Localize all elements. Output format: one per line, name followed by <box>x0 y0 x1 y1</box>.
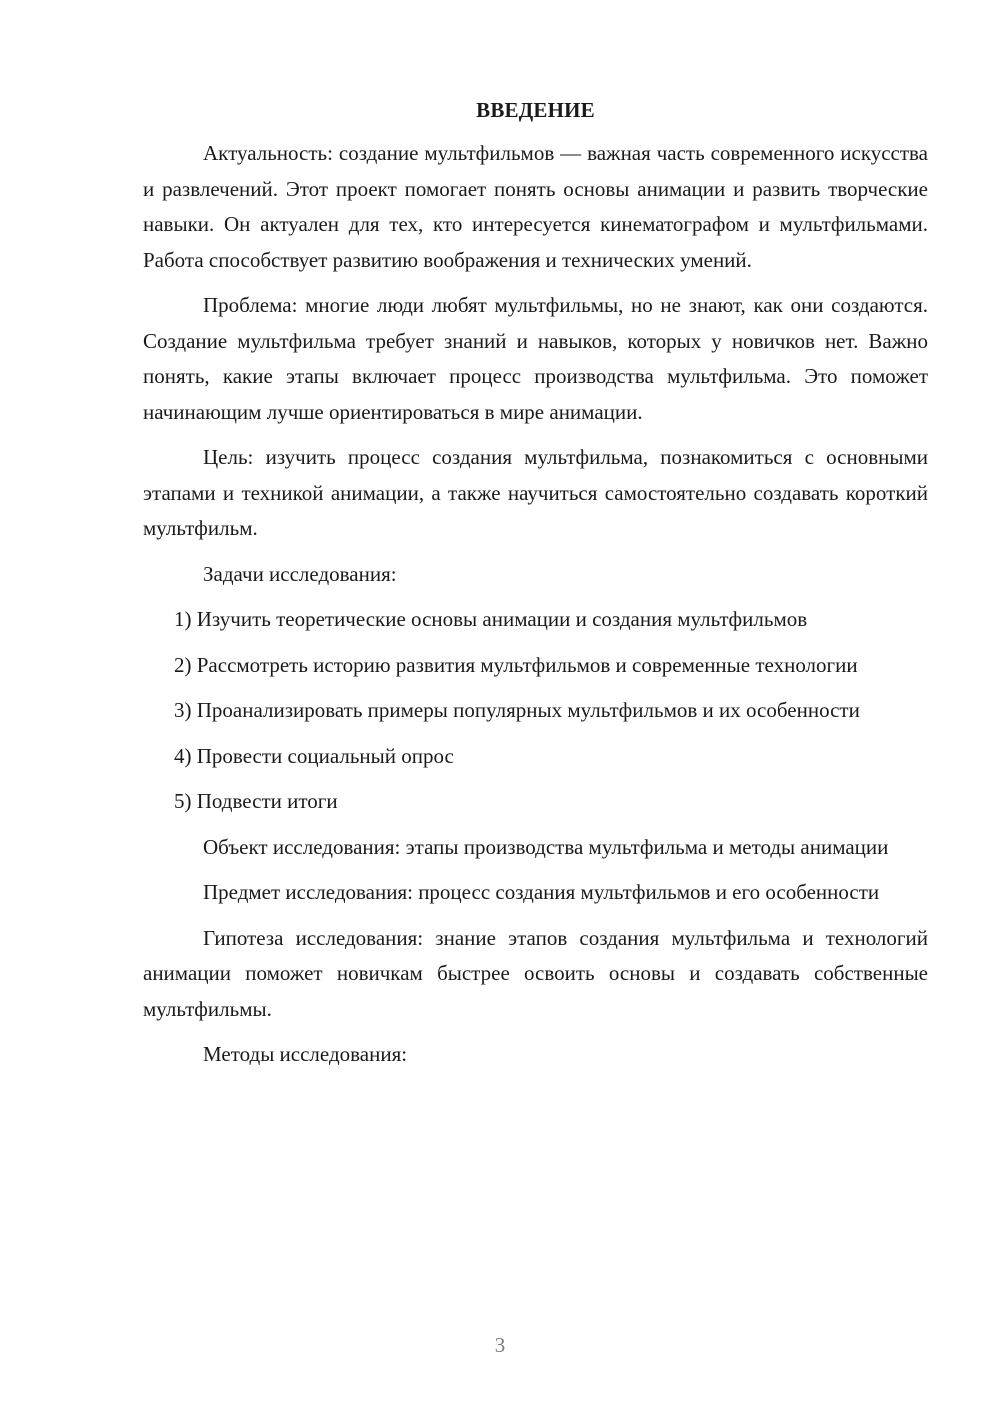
subject-paragraph: Предмет исследования: процесс создания мультфильмов и его особенности <box>203 880 880 904</box>
hypothesis-paragraph: Гипотеза исследования: знание этапов создания мультфильма и технологий анимации поможет новичкам быстрее освоить основы и создавать собственные мультфильмы. <box>143 925 928 1021</box>
methods-heading: Методы исследования: <box>203 1042 408 1066</box>
object-paragraph: Объект исследования: этапы производства мультфильма и методы анимации <box>203 834 889 859</box>
page-content <box>143 96 928 1083</box>
task-item-4: 4) Провести социальный опрос <box>174 743 454 768</box>
section-title: ВВЕДЕНИЕ <box>476 98 595 122</box>
tasks-heading: Задачи исследования: <box>203 561 397 586</box>
problem-paragraph: Проблема: многие люди любят мультфильмы, но не знают, как они создаются. Создание мультфильма требует знаний и навыков, которых у новичков нет. Важно понять, какие этапы включает процесс производства мультфильма. Это поможет начинающим лучше ориентироваться в мире анимации. <box>143 293 928 424</box>
task-item-2: 2) Рассмотреть историю развития мультфильмов и современные технологии <box>174 652 858 677</box>
relevance-paragraph: Актуальность: создание мультфильмов — важная часть современного искусства и развлечений. Этот проект помогает понять основы анимации и развить творческие навыки. Он актуален для тех, кто интересуется кинематографом и мультфильмами. Работа способствует развитию воображения и технических умений. <box>143 141 928 272</box>
task-item-5: 5) Подвести итоги <box>174 789 338 813</box>
goal-paragraph: Цель: изучить процесс создания мультфильма, познакомиться с основными этапами и техникой анимации, а также научиться самостоятельно создавать короткий мультфильм. <box>143 445 928 540</box>
task-item-1: 1) Изучить теоретические основы анимации и создания мультфильмов <box>174 607 808 631</box>
task-item-3: 3) Проанализировать примеры популярных мультфильмов и их особенности <box>174 698 860 722</box>
page-number: 3 <box>494 1333 506 1357</box>
